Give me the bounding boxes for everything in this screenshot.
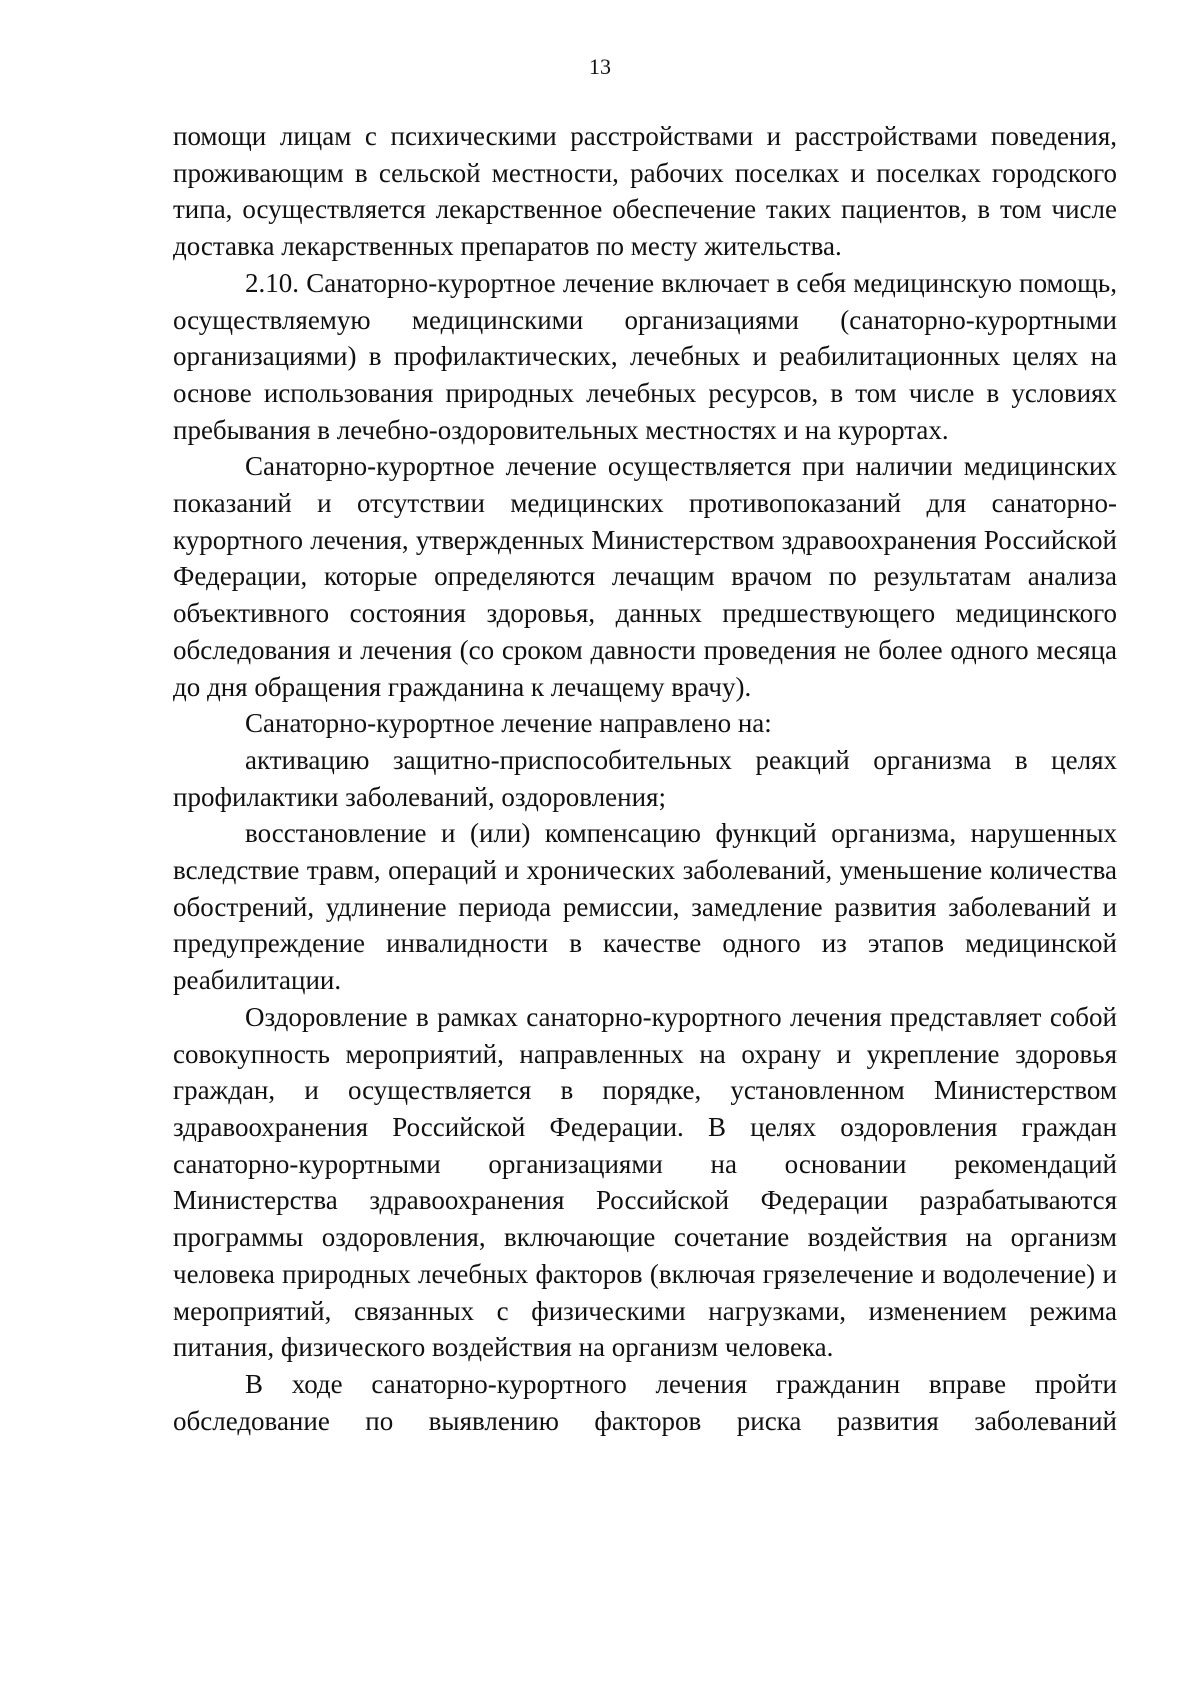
paragraph-section-2-10: 2.10. Санаторно-курортное лечение включает в себя медицинскую помощь, осуществляемую медицинскими организациями (санаторно-курортными организациями) в профилактических, лечебных и реабилитационных целях на основе использования природных лечебных ресурсов, в том числе в условиях пребывания в лечебно-оздоровительных местностях и на курортах.	[173, 267, 1117, 445]
page-number: 13	[589, 54, 611, 79]
paragraph-spa-treatment-indications: Санаторно-курортное лечение осуществляется при наличии медицинских показаний и отсутствии медицинских противопоказаний для санаторно-курортного лечения, утвержденных Министерством здравоохранения Российской Федерации, которые определяются лечащим врачом по результатам анализа объективного состояния здоровья, данных предшествующего медицинского обследования и лечения (со сроком давности проведения не более одного месяца до дня обращения гражданина к лечащему врачу).	[173, 451, 1117, 702]
paragraph-aim-activation: активацию защитно-приспособительных реакций организма в целях профилактики заболеваний, оздоровления;	[173, 744, 1117, 812]
paragraph-continuation: помощи лицам с психическими расстройствами и расстройствами поведения, проживающим в сельской местности, рабочих поселках и поселках городского типа, осуществляется лекарственное обеспечение таких пациентов, в том числе доставка лекарственных препаратов по месту жительства.	[173, 121, 1117, 262]
paragraph-spa-treatment-aims: Санаторно-курортное лечение направлено на:	[245, 708, 772, 739]
paragraph-examination: В ходе санаторно-курортного лечения гражданин вправе пройти обследование по выявлению факторов риска развития заболеваний	[173, 1368, 1117, 1436]
paragraph-health-improvement: Оздоровление в рамках санаторно-курортного лечения представляет собой совокупность мероприятий, направленных на охрану и укрепление здоровья граждан, и осуществляется в порядке, установленном Министерством здравоохранения Российской Федерации. В целях оздоровления граждан санаторно-курортными организациями на основании рекомендаций Министерства здравоохранения Российской Федерации разрабатываются программы оздоровления, включающие сочетание воздействия на организм человека природных лечебных факторов (включая грязелечение и водолечение) и мероприятий, связанных с физическими нагрузками, изменением режима питания, физического воздействия на организм человека.	[173, 1001, 1117, 1363]
document-body	[173, 118, 1117, 1439]
paragraph-aim-restoration: восстановление и (или) компенсацию функций организма, нарушенных вследствие травм, операций и хронических заболеваний, уменьшение количества обострений, удлинение периода ремиссии, замедление развития заболеваний и предупреждение инвалидности в качестве одного из этапов медицинской реабилитации.	[173, 818, 1117, 996]
